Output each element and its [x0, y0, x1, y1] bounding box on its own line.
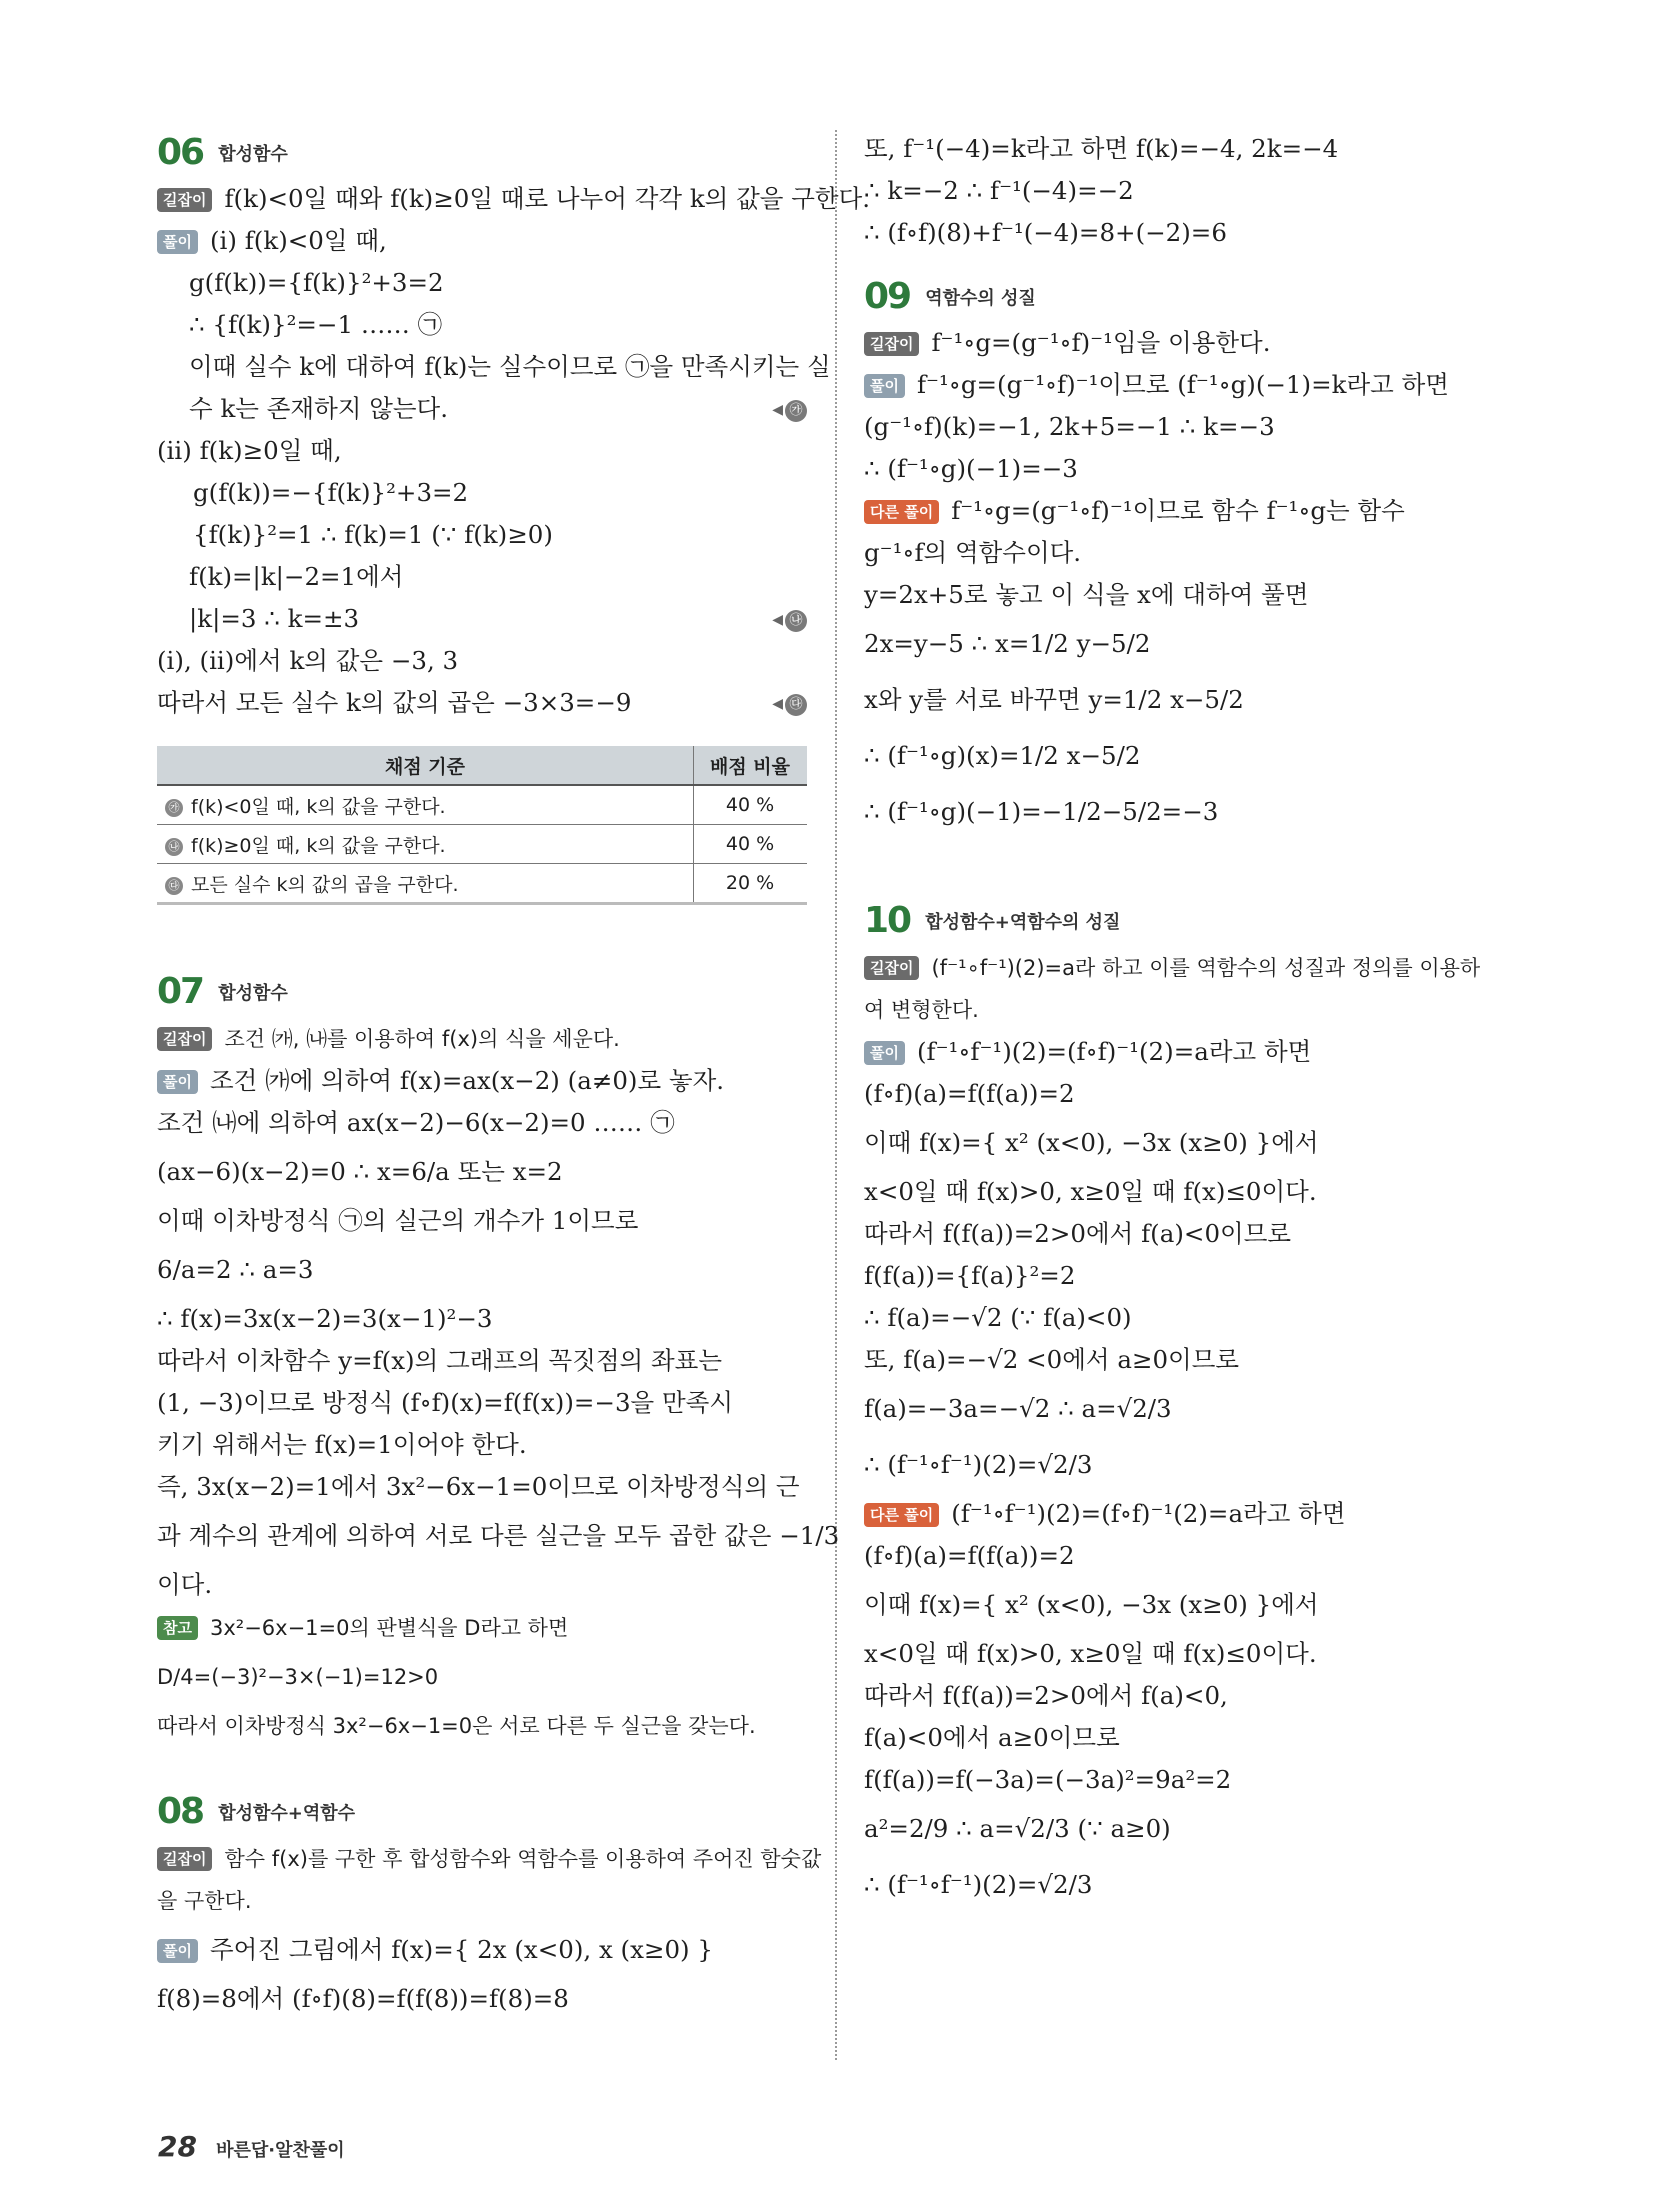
solution-line [864, 1031, 1524, 1073]
text-line: 따라서 f(f(a))=2>0에서 f(a)<0, [864, 1681, 1228, 1710]
equation-line: ∴ f(a)=−√2 (∵ f(a)<0) [864, 1303, 1132, 1332]
equation-line: {f(k)}²=1 ∴ f(k)=1 (∵ f(k)≥0) [193, 520, 553, 549]
section-number: 10 [864, 900, 911, 941]
equation-line: ∴ (f⁻¹∘f⁻¹)(2)=√2/3 [864, 1450, 1093, 1479]
row-marker: ㉯ [165, 838, 183, 856]
equation-line: a²=2/9 ∴ a=√2/3 (∵ a≥0) [864, 1814, 1171, 1843]
hint-text: 함수 f(x)를 구한 후 합성함수와 역함수를 이용하여 주어진 함숫값 [224, 1847, 822, 1871]
text-line: (ii) f(k)≥0일 때, [157, 436, 342, 465]
solution-line [157, 1922, 807, 1978]
row-marker: ㉰ [165, 877, 183, 895]
equation-line: f(f(a))={f(a)}²=2 [864, 1261, 1076, 1290]
step-marker-label: ㉯ [785, 610, 807, 632]
section-title: 역함수의 성질 [925, 287, 1036, 309]
section-number: 06 [157, 132, 204, 173]
solution-badge: 풀이 [157, 1070, 198, 1094]
solution-badge: 풀이 [157, 1939, 198, 1963]
equation-line: (ax−6)(x−2)=0 ∴ x=6/a 또는 x=2 [157, 1157, 563, 1186]
table-row [157, 864, 807, 904]
reference-line: 따라서 이차방정식 3x²−6x−1=0은 서로 다른 두 실근을 갖는다. [157, 1714, 756, 1738]
step-marker-label: ㉰ [785, 694, 807, 716]
alt-solution-line [864, 490, 1524, 532]
equation-line [157, 598, 807, 640]
row-text: f(k)<0일 때, k의 값을 구한다. [191, 795, 446, 818]
equation-line: ∴ k=−2 ∴ f⁻¹(−4)=−2 [864, 176, 1134, 205]
hint-badge: 길잡이 [864, 332, 919, 356]
text-line: 이때 이차방정식 ㉠의 실근의 개수가 1이므로 [157, 1206, 639, 1235]
solution-badge: 풀이 [864, 374, 905, 398]
text-line: f(a)<0에서 a≥0이므로 [864, 1723, 1120, 1752]
row-marker: ㉮ [165, 799, 183, 817]
equation-line: ∴ (f⁻¹∘f⁻¹)(2)=√2/3 [864, 1870, 1093, 1899]
alt-solution-text: f⁻¹∘g=(g⁻¹∘f)⁻¹이므로 함수 f⁻¹∘g는 함수 [951, 496, 1405, 525]
section-title: 합성함수 [218, 982, 288, 1004]
hint-badge: 길잡이 [157, 188, 212, 212]
solution-line [157, 1060, 807, 1102]
equation-line: 이때 f(x)={ x² (x<0), −3x (x≥0) }에서 [864, 1128, 1319, 1157]
text-line: (1, −3)이므로 방정식 (f∘f)(x)=f(f(x))=−3을 만족시 [157, 1388, 733, 1417]
equation-line: ∴ (f⁻¹∘g)(x)=1/2 x−5/2 [864, 741, 1141, 770]
row-pct: 40 % [694, 785, 808, 825]
section-title: 합성함수+역함수의 성질 [925, 911, 1121, 933]
equation-line: (f∘f)(a)=f(f(a))=2 [864, 1541, 1075, 1570]
equation-line: 6/a=2 ∴ a=3 [157, 1255, 314, 1284]
text-line [157, 388, 807, 430]
column-divider [835, 130, 837, 2060]
equation-line: 이때 f(x)={ x² (x<0), −3x (x≥0) }에서 [864, 1590, 1319, 1619]
row-text: 모든 실수 k의 값의 곱을 구한다. [191, 873, 459, 896]
row-pct: 40 % [694, 825, 808, 864]
hint-text: f⁻¹∘g=(g⁻¹∘f)⁻¹임을 이용한다. [931, 328, 1271, 357]
section-10-header [864, 900, 1524, 946]
solution-text: (i) f(k)<0일 때, [209, 226, 387, 255]
equation-line: (g⁻¹∘f)(k)=−1, 2k+5=−1 ∴ k=−3 [864, 412, 1275, 441]
text-line: 또, f(a)=−√2 <0에서 a≥0이므로 [864, 1345, 1240, 1374]
equation-line: (f∘f)(a)=f(f(a))=2 [864, 1079, 1075, 1108]
equation-line: ∴ (f⁻¹∘g)(−1)=−3 [864, 454, 1078, 483]
table-header-criteria: 채점 기준 [157, 746, 694, 785]
scoring-table [157, 746, 807, 905]
equation-line: ∴ f(x)=3x(x−2)=3(x−1)²−3 [157, 1304, 493, 1333]
solution-text: (f⁻¹∘f⁻¹)(2)=(f∘f)⁻¹(2)=a라고 하면 [916, 1037, 1312, 1066]
section-08-header [157, 1791, 807, 1837]
text-line [157, 682, 807, 724]
solution-line [157, 220, 807, 262]
text-line: 이때 실수 k에 대하여 f(k)는 실수이므로 ㉠을 만족시키는 실 [189, 352, 831, 381]
hint-text: (f⁻¹∘f⁻¹)(2)=a라 하고 이를 역함수의 성질과 정의를 이용하 [931, 956, 1481, 980]
equation-line: f(k)=|k|−2=1에서 [189, 562, 404, 591]
equation-line: f(8)=8에서 (f∘f)(8)=f(f(8))=f(8)=8 [157, 1984, 569, 2013]
equation-line: x와 y를 서로 바꾸면 y=1/2 x−5/2 [864, 685, 1244, 714]
section-06-header [157, 132, 807, 178]
row-pct: 20 % [694, 864, 808, 904]
section-number: 07 [157, 971, 204, 1012]
equation-line: g(f(k))={f(k)}²+3=2 [189, 268, 444, 297]
step-marker-label: ㉮ [785, 400, 807, 422]
hint-badge: 길잡이 [157, 1847, 212, 1871]
solution-text: 조건 ㈎에 의하여 f(x)=ax(x−2) (a≠0)로 놓자. [209, 1066, 725, 1095]
reference-line: D/4=(−3)²−3×(−1)=12>0 [157, 1665, 439, 1689]
equation-line: 2x=y−5 ∴ x=1/2 y−5/2 [864, 629, 1151, 658]
reference-text: 3x²−6x−1=0의 판별식을 D라고 하면 [209, 1616, 569, 1640]
footer-title: 바른답·알찬풀이 [216, 2140, 345, 2161]
hint-badge: 길잡이 [864, 956, 919, 980]
text-line: x<0일 때 f(x)>0, x≥0일 때 f(x)≤0이다. [864, 1177, 1317, 1206]
text-line: 이다. [157, 1570, 213, 1599]
text-line: y=2x+5로 놓고 이 식을 x에 대하여 풀면 [864, 580, 1309, 609]
section-07-header [157, 971, 807, 1017]
alt-solution-badge: 다른 풀이 [864, 1503, 939, 1527]
section-number: 08 [157, 1791, 204, 1832]
row-text: f(k)≥0일 때, k의 값을 구한다. [191, 834, 446, 857]
text-line: x<0일 때 f(x)>0, x≥0일 때 f(x)≤0이다. [864, 1639, 1317, 1668]
hint-text: 조건 ㈎, ㈏를 이용하여 f(x)의 식을 세운다. [224, 1027, 620, 1051]
section-09-header [864, 276, 1524, 322]
left-column [157, 128, 871, 2020]
hint-line [157, 1017, 807, 1060]
text-line: 따라서 이차함수 y=f(x)의 그래프의 꼭짓점의 좌표는 [157, 1346, 722, 1375]
alt-solution-text: (f⁻¹∘f⁻¹)(2)=(f∘f)⁻¹(2)=a라고 하면 [951, 1499, 1346, 1528]
section-number: 09 [864, 276, 911, 317]
text: |k|=3 ∴ k=±3 [189, 604, 360, 633]
hint-line [157, 1837, 822, 1880]
equation-line: ∴ (f∘f)(8)+f⁻¹(−4)=8+(−2)=6 [864, 218, 1227, 247]
solution-badge: 풀이 [864, 1041, 905, 1065]
table-row [157, 785, 807, 825]
text: 수 k는 존재하지 않는다. [189, 394, 448, 423]
equation-line: ∴ {f(k)}²=−1 …… ㉠ [189, 310, 443, 339]
text-line: 키기 위해서는 f(x)=1이어야 한다. [157, 1430, 527, 1459]
solution-text: 주어진 그림에서 f(x)={ 2x (x<0), x (x≥0) } [209, 1935, 713, 1964]
page-number: 28 [158, 2130, 197, 2163]
text-line: 과 계수의 관계에 의하여 서로 다른 실근을 모두 곱한 값은 −1/3 [157, 1521, 840, 1550]
equation-line: f(a)=−3a=−√2 ∴ a=√2/3 [864, 1394, 1172, 1423]
equation-line: f(f(a))=f(−3a)=(−3a)²=9a²=2 [864, 1765, 1232, 1794]
table-header-ratio: 배점 비율 [694, 746, 808, 785]
step-marker: ◀ ㉮ [772, 388, 807, 431]
section-title: 합성함수 [218, 143, 288, 165]
alt-solution-badge: 다른 풀이 [864, 500, 939, 524]
hint-text: f(k)<0일 때와 f(k)≥0일 때로 나누어 각각 k의 값을 구한다. [224, 184, 871, 213]
solution-badge: 풀이 [157, 230, 198, 254]
section-title: 합성함수+역함수 [218, 1802, 356, 1824]
equation-line: 조건 ㈏에 의하여 ax(x−2)−6(x−2)=0 …… ㉠ [157, 1108, 675, 1137]
text: 따라서 모든 실수 k의 값의 곱은 −3×3=−9 [157, 688, 632, 717]
hint-line: 을 구한다. [157, 1889, 252, 1913]
alt-solution-line [864, 1493, 1524, 1535]
table-row [157, 825, 807, 864]
text-line: (i), (ii)에서 k의 값은 −3, 3 [157, 646, 459, 675]
equation-line: ∴ (f⁻¹∘g)(−1)=−1/2−5/2=−3 [864, 797, 1219, 826]
right-column [864, 128, 1524, 1913]
step-marker: ◀ ㉰ [772, 682, 807, 725]
reference-badge: 참고 [157, 1616, 198, 1640]
text-line: 따라서 f(f(a))=2>0에서 f(a)<0이므로 [864, 1219, 1292, 1248]
hint-line: 여 변형한다. [864, 998, 979, 1022]
reference-line [157, 1606, 807, 1649]
step-marker: ◀ ㉯ [772, 598, 807, 641]
hint-line [864, 322, 1524, 364]
hint-line [864, 946, 1524, 989]
page-footer [158, 2130, 345, 2163]
solution-text: f⁻¹∘g=(g⁻¹∘f)⁻¹이므로 (f⁻¹∘g)(−1)=k라고 하면 [916, 370, 1449, 399]
hint-badge: 길잡이 [157, 1027, 212, 1051]
solution-line [864, 364, 1524, 406]
hint-line [157, 178, 871, 220]
equation-line: g(f(k))=−{f(k)}²+3=2 [193, 478, 469, 507]
text-line: 즉, 3x(x−2)=1에서 3x²−6x−1=0이므로 이차방정식의 근 [157, 1472, 800, 1501]
text-line: g⁻¹∘f의 역함수이다. [864, 538, 1082, 567]
equation-line: 또, f⁻¹(−4)=k라고 하면 f(k)=−4, 2k=−4 [864, 134, 1339, 163]
